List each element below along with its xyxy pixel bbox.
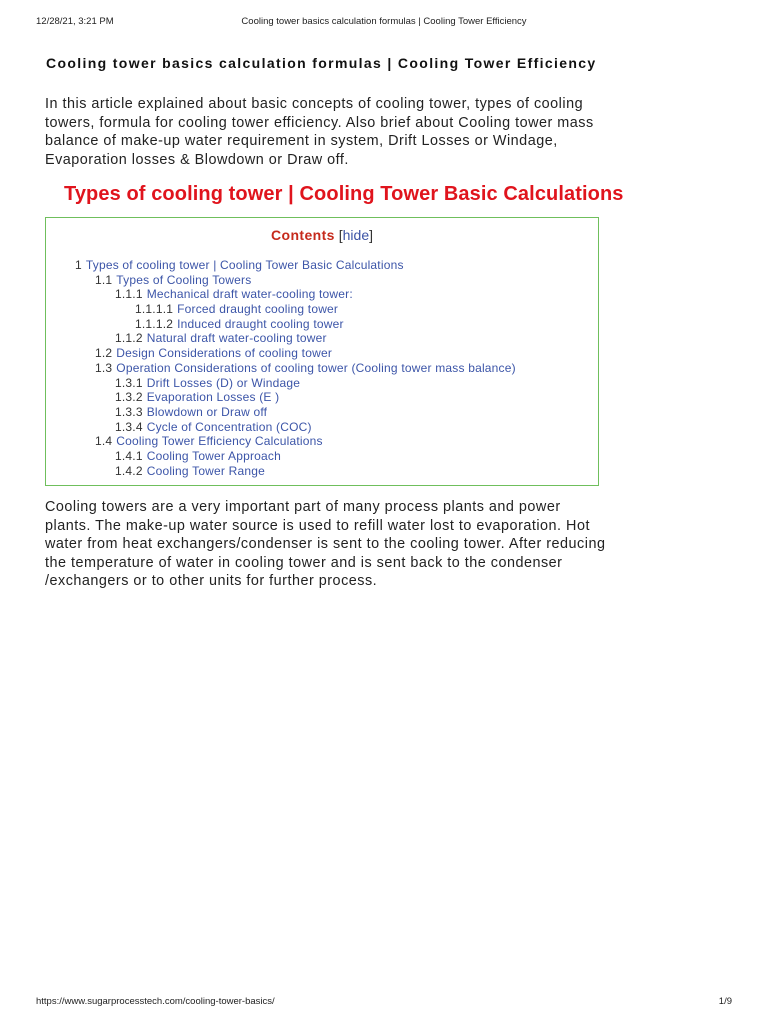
intro-line: balance of make-up water requirement in system, Drift Losses or Windage,: [45, 133, 558, 149]
toc-item-number: 1.1: [95, 272, 113, 287]
toc-item-link[interactable]: Forced draught cooling tower: [177, 302, 339, 317]
toc-item: [46, 302, 516, 317]
toc-item: [46, 346, 516, 361]
print-footer: [36, 996, 732, 1010]
page-number: 1/9: [718, 996, 732, 1007]
intro-line: towers, formula for cooling tower efficiency. Also brief about Cooling tower mass: [45, 114, 594, 131]
toc-item-link[interactable]: Operation Considerations of cooling tower (Cooling tower mass balance): [116, 360, 516, 375]
toc-item-number: 1.1.2: [115, 331, 143, 346]
toc-item-number: 1: [75, 258, 82, 272]
toc-item-link[interactable]: Types of Cooling Towers: [116, 272, 252, 287]
print-doc-title: Cooling tower basics calculation formulas | Cooling Tower Efficiency: [241, 16, 527, 27]
body-line: water from heat exchangers/condenser is sent to the cooling tower. After reducing: [45, 536, 606, 552]
toc-title: Contents: [270, 227, 335, 243]
toc-item: [46, 331, 516, 346]
body-line: /exchangers or to other units for further process.: [45, 573, 378, 589]
toc-bracket-close: ]: [369, 227, 373, 243]
toc-item-number: 1.4.1: [115, 448, 143, 463]
toc-item: [46, 390, 516, 405]
toc-item-number: 1.4.2: [115, 463, 143, 478]
toc-item-link[interactable]: Cooling Tower Efficiency Calculations: [116, 434, 323, 449]
toc-item: [46, 449, 516, 464]
toc-item: [46, 273, 516, 288]
table-of-contents: [45, 217, 599, 486]
body-line: plants. The make-up water source is used to refill water lost to evaporation. Hot: [45, 517, 590, 534]
toc-title-row: [46, 227, 598, 243]
toc-item-link[interactable]: Blowdown or Draw off: [146, 404, 268, 419]
toc-item-link[interactable]: Induced draught cooling tower: [177, 316, 344, 331]
toc-item: [46, 420, 516, 435]
toc-item-link[interactable]: Mechanical draft water-cooling tower:: [146, 287, 353, 302]
toc-item-link[interactable]: Cooling Tower Range: [146, 463, 266, 478]
toc-bracket-open: [: [338, 227, 343, 243]
toc-item-link[interactable]: Drift Losses (D) or Windage: [146, 375, 301, 390]
page-url: https://www.sugarprocesstech.com/cooling-tower-basics/: [36, 996, 275, 1007]
print-date: 12/28/21, 3:21 PM: [36, 16, 114, 27]
intro-line: In this article explained about basic concepts of cooling tower, types of cooling: [45, 96, 584, 112]
section-heading: Types of cooling tower | Cooling Tower Basic Calculations: [64, 183, 624, 205]
toc-item-number: 1.4: [95, 434, 113, 449]
toc-item-number: 1.1.1.2: [135, 316, 174, 331]
toc-list: [46, 258, 516, 478]
toc-item-number: 1.3.4: [115, 419, 143, 434]
toc-item: [46, 317, 516, 332]
toc-item: [46, 376, 516, 391]
toc-item: [46, 361, 516, 376]
toc-item-link[interactable]: Natural draft water-cooling tower: [146, 331, 327, 346]
print-header: [36, 16, 732, 30]
toc-item-number: 1.2: [95, 346, 113, 361]
body-paragraph: [45, 498, 735, 591]
toc-item: [46, 287, 516, 302]
toc-item-link[interactable]: Types of cooling tower | Cooling Tower Basic Calculations: [85, 258, 404, 272]
toc-item: [46, 258, 516, 273]
toc-item-number: 1.1.1.1: [135, 302, 174, 317]
intro-paragraph: [45, 95, 735, 169]
toc-item-number: 1.3.1: [115, 375, 143, 390]
intro-line: Evaporation losses & Blowdown or Draw off.: [45, 151, 349, 168]
page-title: Cooling tower basics calculation formulas | Cooling Tower Efficiency: [46, 55, 597, 71]
toc-item-link[interactable]: Evaporation Losses (E ): [146, 390, 280, 405]
toc-item-link[interactable]: Design Considerations of cooling tower: [116, 346, 333, 361]
toc-item-link[interactable]: Cycle of Concentration (COC): [146, 419, 312, 434]
toc-item: [46, 405, 516, 420]
toc-item-number: 1.3.3: [115, 404, 143, 419]
toc-item: [46, 464, 516, 479]
toc-item-number: 1.3.2: [115, 390, 143, 405]
toc-item-number: 1.1.1: [115, 287, 143, 302]
toc-item-link[interactable]: Cooling Tower Approach: [146, 448, 281, 463]
body-line: the temperature of water in cooling tower and is sent back to the condenser: [45, 554, 563, 571]
toc-hide-link[interactable]: hide: [342, 227, 370, 243]
toc-item: [46, 434, 516, 449]
body-line: Cooling towers are a very important part of many process plants and power: [45, 499, 561, 515]
toc-item-number: 1.3: [95, 360, 113, 375]
